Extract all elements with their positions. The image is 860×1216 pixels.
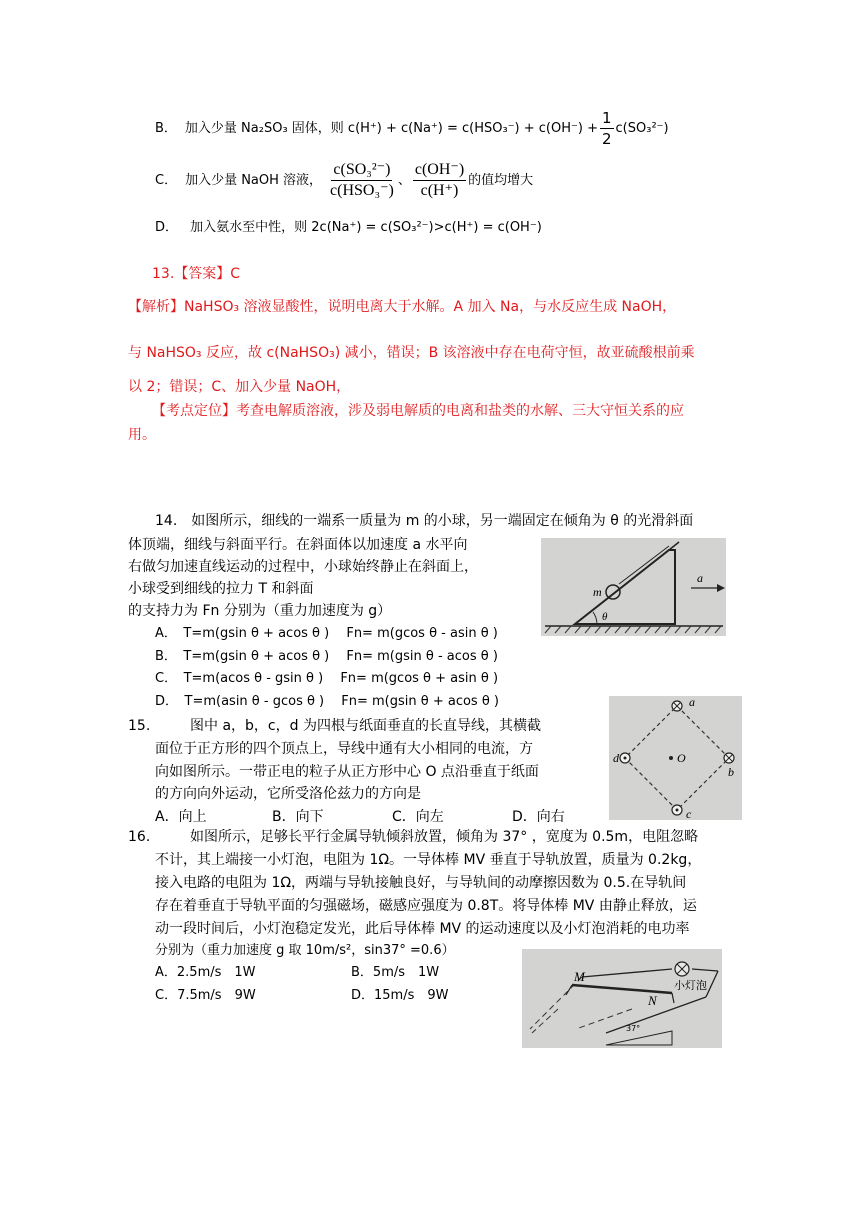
- q13-option-d-prefix: D．: [155, 220, 179, 235]
- q16-figure-label-lamp: 小灯泡: [674, 979, 707, 992]
- q15-option-b: B．向下: [272, 809, 324, 825]
- q16-figure-label-n: N: [648, 993, 657, 1008]
- q15-line-1: 图中 a，b，c，d 为四根与纸面垂直的长直导线，其横截: [190, 718, 541, 734]
- q13-option-b-text: 加入少量 Na₂SO₃ 固体，则 c(H⁺) + c(Na⁺) = c(HSO₃⁻) + c(OH⁻) +: [184, 120, 598, 136]
- q14-figure-label-m: m: [593, 585, 602, 599]
- q16-figure-label-m: M: [574, 969, 585, 984]
- q16-line-1: 如图所示，足够长平行金属导轨倾斜放置，倾角为 37° ，宽度为 0.5m，电阻忽略: [190, 829, 699, 845]
- q13-option-c-text: 加入少量 NaOH 溶液，: [185, 172, 323, 188]
- q13-answer-label: 13.【答案】C: [152, 266, 241, 282]
- q15-square-figure: [609, 696, 742, 820]
- q13-option-c-fraction-1-den: c(HSO₃⁻): [330, 182, 394, 199]
- q15-option-c: C．向左: [392, 809, 444, 825]
- q16-line-4: 存在着垂直于导轨平面的匀强磁场，磁感应强度为 0.8T。将导体棒 MV 由静止释放，运: [155, 898, 697, 914]
- q16-line-5: 动一段时间后，小灯泡稳定发光，此后导体棒 MV 的运动速度以及小灯泡消耗的电功率: [155, 921, 690, 937]
- q15-figure-label-d: d: [613, 751, 619, 765]
- q16-rail-diagram: [522, 949, 722, 1048]
- q16-line-6: 分别为（重力加速度 g 取 10m/s²，sin37° =0.6）: [155, 943, 455, 958]
- q14-figure-label-a: a: [697, 571, 703, 585]
- q15-figure-label-c: c: [686, 807, 692, 820]
- q16-line-2: 不计，其上端接一小灯泡，电阻为 1Ω。一导体棒 MV 垂直于导轨放置，质量为 0.2kg，: [155, 852, 702, 868]
- q16-rail-figure: [522, 949, 722, 1048]
- q15-figure-label-b: b: [728, 765, 734, 779]
- q13-option-c-fraction-1: [328, 160, 396, 201]
- q15-number: 15.: [128, 718, 151, 734]
- q16-line-3: 接入电路的电阻为 1Ω，两端与导轨接触良好，与导轨间的动摩擦因数为 0.5.在导轨间: [155, 875, 687, 891]
- q13-option-c-fraction-2: [413, 160, 466, 201]
- q13-option-b-fraction-den: 2: [601, 130, 612, 148]
- q13-option-c-tail: 的值均增大: [468, 172, 534, 188]
- q14-line-1: 14. 如图所示，细线的一端系一质量为 m 的小球，另一端固定在倾角为 θ 的光滑斜面: [155, 513, 694, 529]
- q13-kaodian-line-1: 【考点定位】考查电解质溶液，涉及弱电解质的电离和盐类的水解、三大守恒关系的应: [152, 403, 684, 419]
- q13-analysis-line-2: 与 NaHSO₃ 反应，故 c(NaHSO₃) 减小，错误；B 该溶液中存在电荷守恒，故亚硫酸根前乘: [128, 345, 695, 361]
- q14-incline-diagram: [541, 538, 726, 636]
- q16-option-c: C．7.5m/s 9W: [155, 988, 256, 1003]
- q13-option-b-prefix: B．: [155, 120, 177, 136]
- q13-analysis-line-3: 以 2；错误；C、加入少量 NaOH，: [128, 379, 351, 395]
- q16-figure-label-angle: 37°: [626, 1024, 641, 1033]
- q16-number: 16.: [128, 829, 151, 845]
- q15-option-d: D．向右: [512, 809, 565, 825]
- q15-figure-label-a: a: [689, 696, 695, 709]
- q14-option-b: B． T=m(gsin θ + acos θ ) Fn= m(gsin θ - acos θ ): [155, 649, 498, 664]
- q15-square-diagram: [609, 696, 742, 820]
- q14-option-a: A． T=m(gsin θ + acos θ ) Fn= m(gcos θ - asin θ ): [155, 626, 498, 641]
- q14-option-c: C． T=m(acos θ - gsin θ ) Fn= m(gcos θ + asin θ ): [155, 671, 499, 686]
- q16-option-b: B．5m/s 1W: [351, 965, 440, 980]
- q14-line-2: 体顶端，细线与斜面平行。在斜面体以加速度 a 水平向: [128, 537, 468, 553]
- q13-option-c-separator: 、: [397, 172, 411, 188]
- q13-option-c-fraction-2-num: c(OH⁻): [413, 160, 466, 181]
- q16-option-a: A．2.5m/s 1W: [155, 965, 256, 980]
- q13-option-b-fraction-num: 1: [601, 109, 612, 127]
- q13-option-d-text: 加入氨水至中性，则 2c(Na⁺) = c(SO₃²⁻)>c(H⁺) = c(OH⁻): [190, 220, 542, 235]
- q13-option-d: [155, 218, 542, 238]
- q15-line-2: 面位于正方形的四个顶点上，导线中通有大小相同的电流，方: [155, 741, 533, 757]
- q13-option-c-fraction-1-num: c(SO₃²⁻): [331, 160, 392, 181]
- q14-line-3: 右做匀加速直线运动的过程中，小球始终静止在斜面上，: [128, 559, 478, 575]
- q13-analysis-line-1: 【解析】NaHSO₃ 溶液显酸性，说明电离大于水解。A 加入 Na，与水反应生成 NaOH，: [128, 299, 677, 315]
- q14-figure-label-theta: θ: [602, 611, 608, 623]
- q13-option-b-fraction: [600, 108, 614, 149]
- q14-line-5: 的支持力为 Fn 分别为（重力加速度为 g）: [128, 603, 392, 619]
- q14-option-d: D． T=m(asin θ - gcos θ ) Fn= m(gsin θ + acos θ ): [155, 694, 499, 709]
- q16-option-d: D．15m/s 9W: [351, 988, 449, 1003]
- q13-option-b: [155, 108, 669, 149]
- q13-option-c-fraction-2-den: c(H⁺): [420, 182, 459, 199]
- q13-kaodian-line-2: 用。: [128, 427, 156, 443]
- q15-line-4: 的方向向外运动，它所受洛伦兹力的方向是: [155, 786, 421, 802]
- q13-option-c: [155, 160, 533, 201]
- q14-line-4: 小球受到细线的拉力 T 和斜面: [128, 581, 314, 597]
- q15-line-3: 向如图所示。一带正电的粒子从正方形中心 O 点沿垂直于纸面: [155, 764, 539, 780]
- q15-option-a: A．向上: [155, 809, 207, 825]
- q13-option-c-prefix: C．: [155, 172, 178, 188]
- q13-option-b-tail: c(SO₃²⁻): [615, 120, 669, 136]
- q14-incline-figure: [541, 538, 726, 636]
- q15-figure-label-o: O: [677, 751, 686, 765]
